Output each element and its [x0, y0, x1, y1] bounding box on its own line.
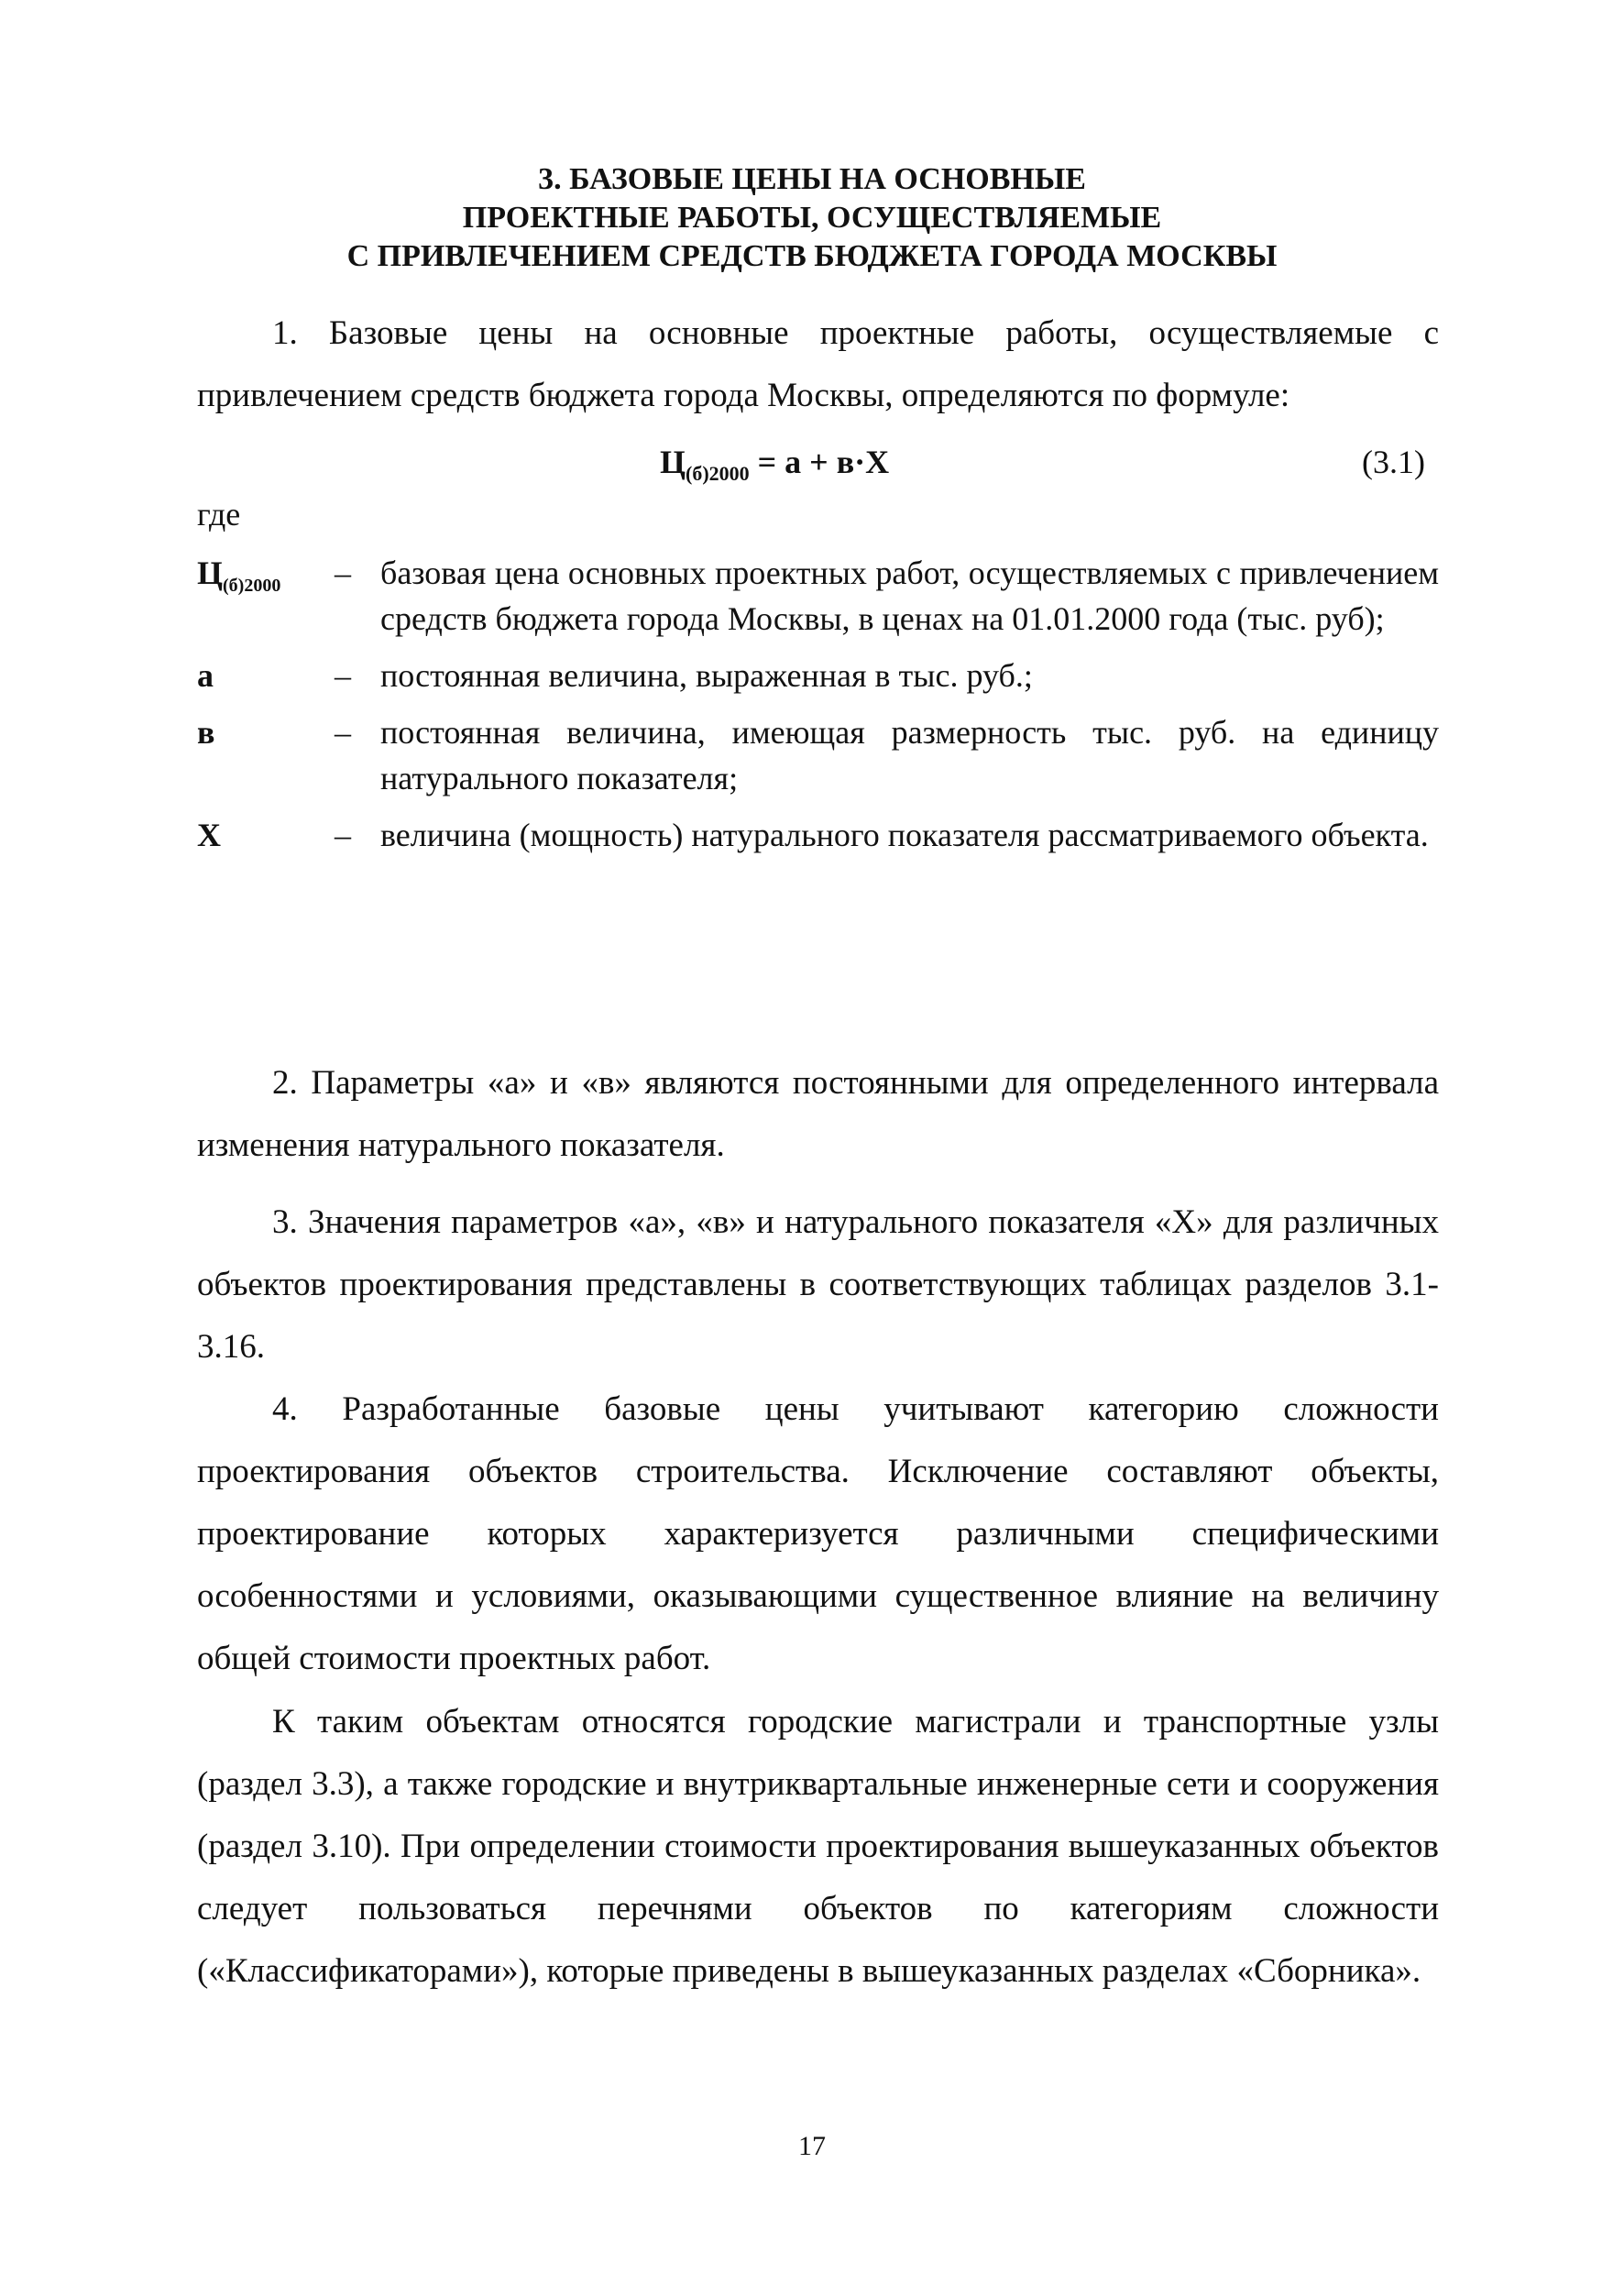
section-heading — [0, 160, 1624, 276]
definition-item — [197, 709, 1443, 801]
definition-symbol: Х — [197, 817, 221, 853]
equation-number: (3.1) — [1362, 444, 1425, 480]
where-label: где — [197, 496, 241, 533]
definition-dash: – — [335, 555, 351, 591]
paragraph-5: К таким объектам относятся городские магистрали и транспортные узлы (раздел 3.3), а также городские и внутриквартальные инженерные сети и сооружения (раздел 3.10). При определении стоимости проектирования вышеуказанных объектов следует пользоваться перечнями объектов по категориям сложности («Классификаторами»), которые приведены в вышеуказанных разделах «Сборника». — [197, 1703, 1439, 1990]
definition-item — [197, 653, 1443, 698]
definitions-list — [197, 550, 1443, 858]
heading-line-1: 3. БАЗОВЫЕ ЦЕНЫ НА ОСНОВНЫЕ — [538, 162, 1086, 196]
definition-dash: – — [335, 714, 351, 751]
definition-item — [197, 550, 1443, 642]
definition-text: постоянная величина, выраженная в тыс. руб.; — [380, 657, 1033, 694]
definition-symbol: в — [197, 714, 215, 751]
definition-item — [197, 812, 1443, 858]
definition-symbol: $Ц_{(б)2000}$ — [197, 555, 281, 597]
paragraph-4: 4. Разработанные базовые цены учитывают категорию сложности проектирования объектов строительства. Исключение составляют объекты, проектирование которых характеризуется различными специфическими особенностями и условиями, оказывающими существенное влияние на величину общей стоимости проектных работ. — [197, 1390, 1439, 1677]
paragraph-2: 2. Параметры «а» и «в» являются постоянными для определенного интервала изменения натурального показателя. — [197, 1064, 1439, 1164]
definition-text: базовая цена основных проектных работ, осуществляемых с привлечением средств бюджета города Москвы, в ценах на 01.01.2000 года (тыс. руб); — [380, 555, 1439, 637]
definition-text: постоянная величина, имеющая размерность тыс. руб. на единицу натурального показателя; — [380, 714, 1439, 796]
formula — [660, 443, 889, 486]
paragraph-3: 3. Значения параметров «а», «в» и натурального показателя «Х» для различных объектов проектирования представлены в соответствующих таблицах разделов 3.1-3.16. — [197, 1203, 1439, 1366]
heading-line-2: ПРОЕКТНЫЕ РАБОТЫ, ОСУЩЕСТВЛЯЕМЫЕ — [462, 201, 1162, 235]
definition-text: величина (мощность) натурального показателя рассматриваемого объекта. — [380, 817, 1429, 853]
paragraph-1: 1. Базовые цены на основные проектные работы, осуществляемые с привлечением средств бюджета города Москвы, определяются по формуле: — [197, 314, 1439, 414]
heading-line-3: С ПРИВЛЕЧЕНИЕМ СРЕДСТВ БЮДЖЕТА ГОРОДА МОСКВЫ — [346, 239, 1278, 273]
definition-dash: – — [335, 657, 351, 694]
page-number: 17 — [798, 2131, 826, 2161]
definition-dash: – — [335, 817, 351, 853]
definition-symbol: а — [197, 657, 214, 694]
formula-lhs: Ц — [660, 444, 686, 480]
formula-rhs: = а + в·Х — [749, 444, 890, 480]
formula-subscript: (б)2000 — [686, 462, 750, 486]
